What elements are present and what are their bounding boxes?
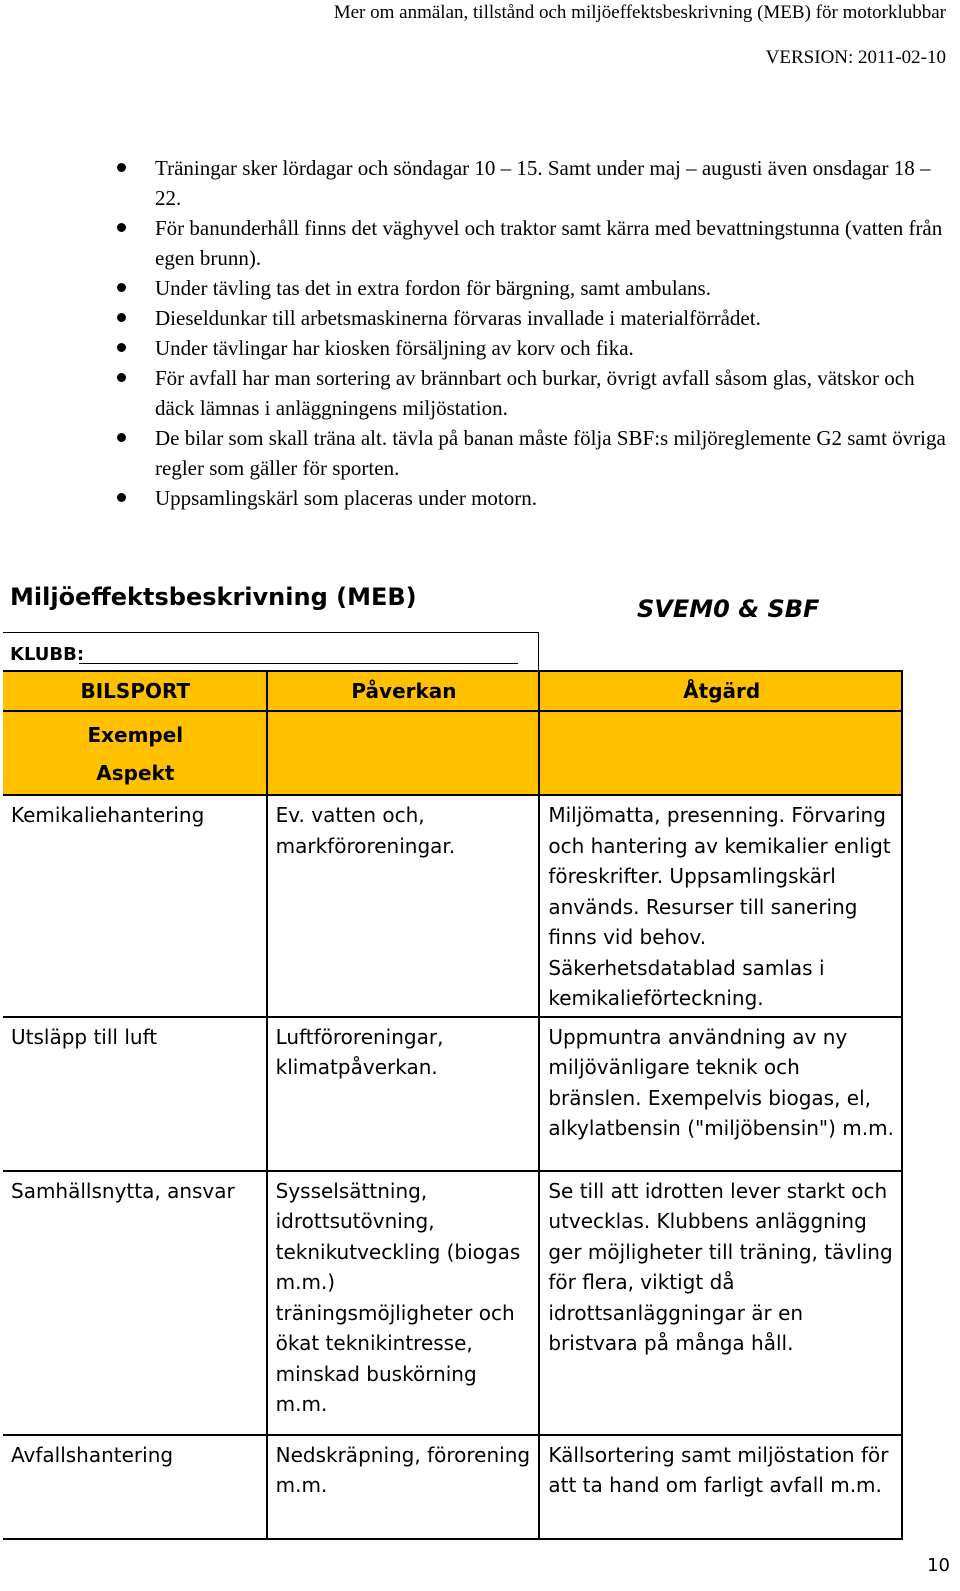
list-item: Uppsamlingskärl som placeras under motorn.	[0, 483, 957, 513]
cell-atgard: Källsortering samt miljöstation för att ta hand om farligt avfall m.m.	[539, 1435, 902, 1539]
meb-title: Miljöeffektsbeskrivning (MEB)	[10, 583, 417, 611]
list-item: För banunderhåll finns det väghyvel och traktor samt kärra med bevattningstunna (vatten från egen brunn).	[0, 213, 957, 273]
bullet-icon	[117, 283, 126, 292]
cell-aspekt: Kemikaliehantering	[3, 795, 267, 1017]
cell-aspekt: Avfallshantering	[3, 1435, 267, 1539]
table-row	[3, 795, 902, 1017]
klubb-label: KLUBB:	[10, 644, 85, 665]
list-item: Dieseldunkar till arbetsmaskinerna förvaras invallade i materialförrådet.	[0, 303, 957, 333]
bullet-icon	[117, 373, 126, 382]
document-header-title: Mer om anmälan, tillstånd och miljöeffektsbeskrivning (MEB) för motorklubbar	[333, 2, 946, 23]
list-item: För avfall har man sortering av brännbart och burkar, övrigt avfall såsom glas, vätskor och däck lämnas i anläggningens miljöstation.	[0, 363, 957, 423]
cell-paverkan: Ev. vatten och, markföroreningar.	[267, 795, 540, 1017]
cell-atgard: Se till att idrotten lever starkt och utvecklas. Klubbens anläggning ger möjligheter till träning, tävling för flera, viktigt då idrottsanläggningar är en bristvara på många håll.	[539, 1171, 902, 1435]
list-item: Träningar sker lördagar och söndagar 10 – 15. Samt under maj – augusti även onsdagar 18 – 22.	[0, 153, 957, 213]
column-header-atgard: Åtgärd	[539, 671, 902, 711]
subheader-aspekt: Aspekt	[96, 761, 175, 785]
subheader-empty	[539, 711, 902, 795]
table-subheader-row	[3, 711, 902, 795]
cell-paverkan: Luftföroreningar, klimatpåverkan.	[267, 1017, 540, 1171]
meb-table	[3, 670, 903, 1540]
klubb-field-line	[79, 663, 518, 664]
cell-paverkan: Nedskräpning, förorening m.m.	[267, 1435, 540, 1539]
column-header-paverkan: Påverkan	[267, 671, 540, 711]
subheader-exempel: Exempel	[87, 723, 184, 747]
cell-paverkan: Sysselsättning, idrottsutövning, teknikutveckling (biogas m.m.) träningsmöjligheter och ökat teknikintresse, minskad buskörning m.m.	[267, 1171, 540, 1435]
cell-atgard: Uppmuntra användning av ny miljövänligare teknik och bränslen. Exempelvis biogas, el, alkylatbensin ("miljöbensin") m.m.	[539, 1017, 902, 1171]
bullet-icon	[117, 313, 126, 322]
page-number: 10	[927, 1555, 950, 1576]
meb-organization: SVEM0 & SBF	[637, 595, 820, 623]
list-item: Under tävling tas det in extra fordon för bärgning, samt ambulans.	[0, 273, 957, 303]
document-version: VERSION: 2011-02-10	[765, 47, 946, 68]
cell-aspekt: Utsläpp till luft	[3, 1017, 267, 1171]
bullet-icon	[117, 433, 126, 442]
bullet-icon	[117, 493, 126, 502]
bullet-list	[0, 153, 957, 513]
bullet-icon	[117, 343, 126, 352]
cell-atgard: Miljömatta, presenning. Förvaring och hantering av kemikalier enligt föreskrifter. Uppsamlingskärl används. Resurser till sanering finns vid behov. Säkerhetsdatablad samlas i kemikalieförteckning.	[539, 795, 902, 1017]
list-item: De bilar som skall träna alt. tävla på banan måste följa SBF:s miljöreglemente G2 samt övriga regler som gäller för sporten.	[0, 423, 957, 483]
column-header-bilsport: BILSPORT	[3, 671, 267, 711]
bullet-icon	[117, 163, 126, 172]
list-item: Under tävlingar har kiosken försäljning av korv och fika.	[0, 333, 957, 363]
column-subheader-exempel-aspekt	[3, 711, 267, 795]
subheader-empty	[267, 711, 540, 795]
cell-aspekt: Samhällsnytta, ansvar	[3, 1171, 267, 1435]
table-row	[3, 1171, 902, 1435]
table-row	[3, 1017, 902, 1171]
table-header-row	[3, 671, 902, 711]
bullet-icon	[117, 223, 126, 232]
table-row	[3, 1435, 902, 1539]
